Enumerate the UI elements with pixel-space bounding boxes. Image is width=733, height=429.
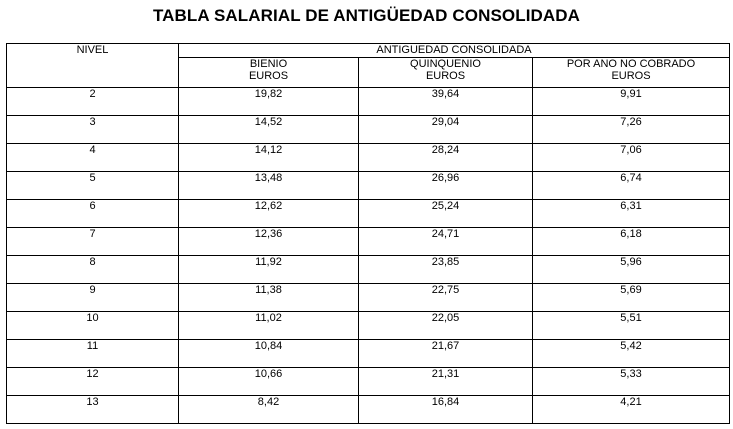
page-title: TABLA SALARIAL DE ANTIGÜEDAD CONSOLIDADA <box>152 6 581 25</box>
cell-nivel: 6 <box>7 200 179 228</box>
cell-nivel: 8 <box>7 256 179 284</box>
cell-nivel: 3 <box>7 116 179 144</box>
cell-nivel: 9 <box>7 284 179 312</box>
cell-por-ano: 5,69 <box>533 284 730 312</box>
cell-por-ano: 5,42 <box>533 340 730 368</box>
table-row <box>7 256 730 284</box>
cell-por-ano: 4,21 <box>533 396 730 424</box>
cell-por-ano: 5,33 <box>533 368 730 396</box>
cell-quinquenio: 16,84 <box>359 396 533 424</box>
table-header-row <box>7 44 730 58</box>
table-row <box>7 116 730 144</box>
cell-bienio: 11,02 <box>179 312 359 340</box>
cell-por-ano: 7,06 <box>533 144 730 172</box>
cell-bienio: 14,52 <box>179 116 359 144</box>
cell-por-ano: 6,31 <box>533 200 730 228</box>
cell-quinquenio: 23,85 <box>359 256 533 284</box>
cell-bienio: 10,66 <box>179 368 359 396</box>
cell-quinquenio: 24,71 <box>359 228 533 256</box>
cell-bienio: 11,38 <box>179 284 359 312</box>
cell-nivel: 2 <box>7 88 179 116</box>
table-row <box>7 368 730 396</box>
cell-nivel: 11 <box>7 340 179 368</box>
cell-nivel: 5 <box>7 172 179 200</box>
cell-nivel: 13 <box>7 396 179 424</box>
header-por-ano <box>533 58 730 88</box>
cell-quinquenio: 21,67 <box>359 340 533 368</box>
cell-quinquenio: 21,31 <box>359 368 533 396</box>
cell-bienio: 8,42 <box>179 396 359 424</box>
cell-quinquenio: 39,64 <box>359 88 533 116</box>
cell-nivel: 4 <box>7 144 179 172</box>
cell-quinquenio: 29,04 <box>359 116 533 144</box>
header-bienio-unit: EUROS <box>248 70 289 82</box>
header-quinquenio <box>359 58 533 88</box>
cell-quinquenio: 22,75 <box>359 284 533 312</box>
table-row <box>7 340 730 368</box>
table-row <box>7 144 730 172</box>
cell-quinquenio: 22,05 <box>359 312 533 340</box>
cell-por-ano: 6,74 <box>533 172 730 200</box>
cell-bienio: 10,84 <box>179 340 359 368</box>
header-nivel: NIVEL <box>7 44 179 88</box>
table-row <box>7 284 730 312</box>
table-row <box>7 200 730 228</box>
table-row <box>7 312 730 340</box>
cell-bienio: 11,92 <box>179 256 359 284</box>
cell-bienio: 19,82 <box>179 88 359 116</box>
cell-bienio: 14,12 <box>179 144 359 172</box>
table-row <box>7 88 730 116</box>
header-por-ano-label: POR ANO NO COBRADO <box>566 58 696 70</box>
cell-bienio: 12,36 <box>179 228 359 256</box>
cell-por-ano: 5,51 <box>533 312 730 340</box>
header-bienio <box>179 58 359 88</box>
cell-nivel: 12 <box>7 368 179 396</box>
table-row <box>7 396 730 424</box>
header-quinquenio-label: QUINQUENIO <box>410 58 481 70</box>
header-por-ano-unit: EUROS <box>611 70 651 82</box>
cell-por-ano: 7,26 <box>533 116 730 144</box>
table-row <box>7 172 730 200</box>
cell-quinquenio: 28,24 <box>359 144 533 172</box>
cell-nivel: 7 <box>7 228 179 256</box>
header-antiguedad-consolidada: ANTIGUEDAD CONSOLIDADA <box>179 44 730 58</box>
cell-por-ano: 9,91 <box>533 88 730 116</box>
cell-por-ano: 6,18 <box>533 228 730 256</box>
cell-bienio: 12,62 <box>179 200 359 228</box>
cell-quinquenio: 26,96 <box>359 172 533 200</box>
header-bienio-label: BIENIO <box>249 58 288 70</box>
cell-bienio: 13,48 <box>179 172 359 200</box>
cell-nivel: 10 <box>7 312 179 340</box>
cell-por-ano: 5,96 <box>533 256 730 284</box>
header-quinquenio-unit: EUROS <box>425 70 466 82</box>
cell-quinquenio: 25,24 <box>359 200 533 228</box>
salary-table <box>6 43 730 424</box>
table-row <box>7 228 730 256</box>
